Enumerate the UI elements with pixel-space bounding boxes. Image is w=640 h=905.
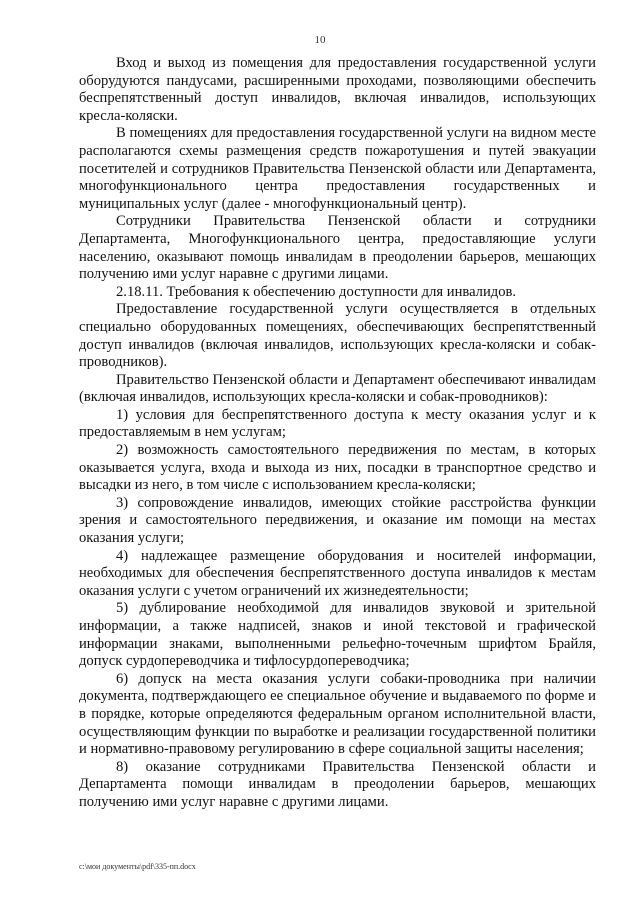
paragraph-staff-assistance: Сотрудники Правительства Пензенской области и сотрудники Департамента, Многофункционального центра, предоставляющие услуги населению, оказывают помощь инвалидам в преодолении барьеров, мешающих получению ими услуг наравне с другими лицами.	[79, 213, 596, 283]
list-item-4: 4) надлежащее размещение оборудования и носителей информации, необходимых для обеспечения беспрепятственного доступа инвалидов к местам оказания услуги с учетом ограничений их жизнедеятельности;	[79, 547, 596, 599]
page-number: 10	[314, 34, 326, 46]
list-item-3: 3) сопровождение инвалидов, имеющих стойкие расстройства функции зрения и самостоятельного передвижения, и оказание им помощи на местах оказания услуги;	[79, 494, 596, 547]
list-item-1: 1) условия для беспрепятственного доступа к месту оказания услуг и к предоставляемым в нем услугам;	[79, 406, 596, 441]
list-item-2: 2) возможность самостоятельного передвижения по местам, в которых оказывается услуга, входа и выхода из них, посадки в транспортное средство и высадки из него, в том числе с использованием кресла-коляски;	[79, 442, 596, 494]
paragraph-provisions-intro: Правительство Пензенской области и Департамент обеспечивают инвалидам (включая инвалидов, использующих кресла-коляски и собак-проводников):	[79, 371, 596, 406]
list-item-8: 8) оказание сотрудниками Правительства Пензенской области и Департамента помощи инвалидам в преодолении барьеров, мешающих получению ими услуг наравне с другими лицами.	[79, 758, 596, 810]
list-item-5: 5) дублирование необходимой для инвалидов звуковой и зрительной информации, а также надписей, знаков и иной текстовой и графической информации знаками, выполненными рельефно-точечным шрифтом Брайля, допуск сурдопереводчика и тифлосурдопереводчика;	[79, 600, 596, 670]
section-heading-2-18-11: 2.18.11. Требования к обеспечению доступности для инвалидов.	[116, 283, 517, 300]
paragraph-separate-premises: Предоставление государственной услуги осуществляется в отдельных специально оборудованных помещениях, обеспечивающих беспрепятственный доступ инвалидов (включая инвалидов, использующих кресла-коляски и собак-проводников).	[79, 301, 596, 371]
document-body	[79, 55, 596, 812]
list-item-6: 6) допуск на места оказания услуги собаки-проводника при наличии документа, подтверждающего ее специальное обучение и выдаваемого по форме и в порядке, которые определяются федеральным органом исполнительной власти, осуществляющим функции по выработке и реализации государственной политики и нормативно-правовому регулированию в сфере социальной защиты населения;	[79, 670, 596, 758]
paragraph-evacuation-schemes: В помещениях для предоставления государственной услуги на видном месте располагаются схемы размещения средств пожаротушения и путей эвакуации посетителей и сотрудников Правительства Пензенской области или Департамента, многофункционального центра предоставления государственных и муниципальных услуг (далее - многофункциональный центр).	[79, 125, 596, 212]
paragraph-entrance-exit: Вход и выход из помещения для предоставления государственной услуги оборудуются пандусами, расширенными проходами, позволяющими обеспечить беспрепятственный доступ инвалидов, включая инвалидов, использующих кресла-коляски.	[79, 55, 596, 124]
footer-file-path: c:\мои документы\pdf\335-пп.docx	[79, 862, 196, 871]
